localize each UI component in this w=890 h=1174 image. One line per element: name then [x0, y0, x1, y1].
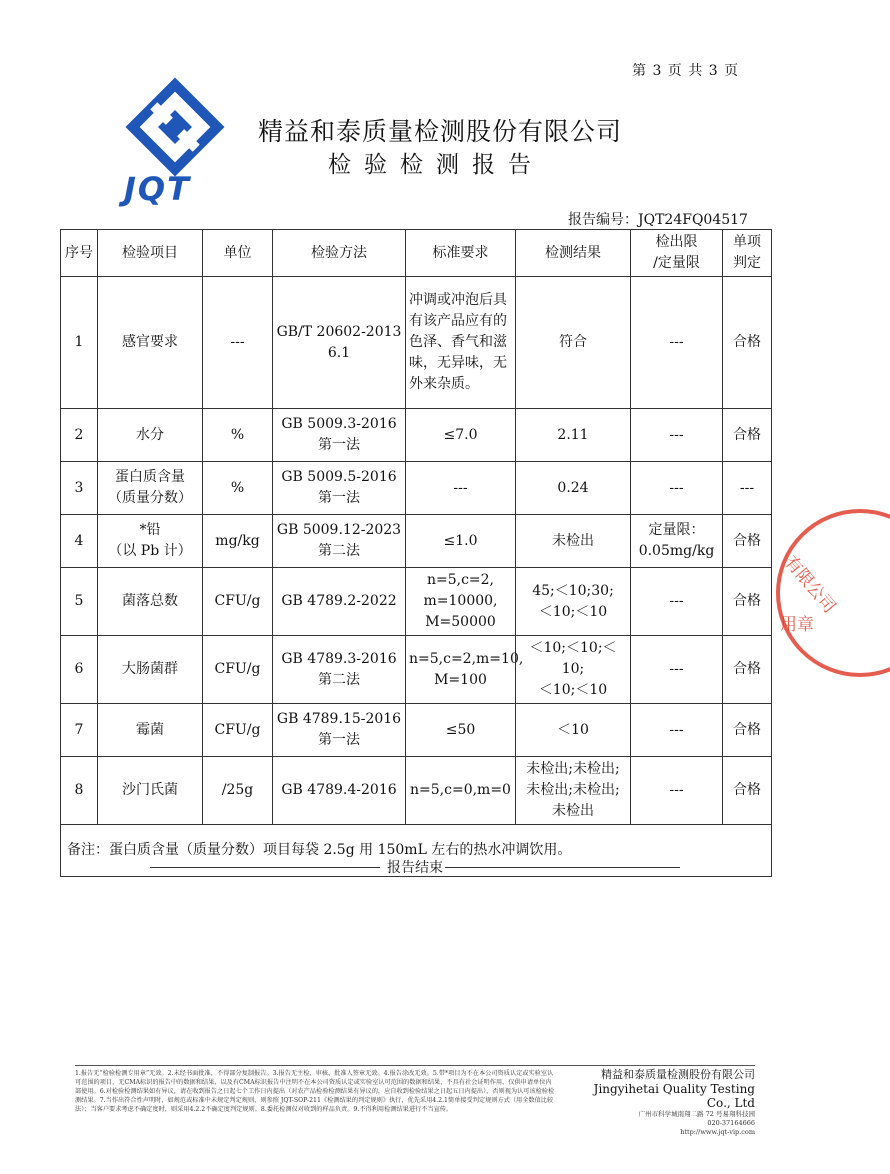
cell-col-method: GB 4789.4-2016: [273, 757, 406, 825]
cell-col-item: 霉菌: [98, 704, 203, 757]
table-row: [61, 636, 772, 704]
footer-notice: 1.报告无“检验检测专用章”无效。2.未经书面批准，不得部分复制报告。3.报告无主检、审核、批准人签章无效。4.报告涂改无效。5.带*项目为不在本公司资质认定或实验室认可范围的项目，无CMA标识的报告中的数据和结果，以及有CMA标识报告中注明不在本公司资质认定或实验室认可范围的数据和结果，不具有社会证明作用，仅供申请单位内部使用。6.对检验检测结果如有异议，请在收到报告之日起七个工作日内提出（对农产品检验检测结果有异议的，应自收到检验结果之日起五日内提出），否则视为认可该检验检测结果。7.当作出符合性声明时，如规范或标准中未规定判定规则，则参照 JQT-SOP-211《检测结果的判定规则》执行，优先采用4.2.1简单接受判定规则方式（用全数值比较法）；当客户要求考虑不确定度时，则采用4.2.2不确定度判定规则。8.委托检测仅对收到的样品负责。9.不得利用检测结果进行不当宣传。: [75, 1070, 555, 1113]
cell-col-result: ＜10;＜10;＜10; ＜10;＜10: [516, 636, 631, 704]
cell-col-method: GB 4789.15-2016 第一法: [273, 704, 406, 757]
company-name: 精益和泰质量检测股份有限公司: [258, 117, 623, 146]
header-col-limit: 检出限 /定量限: [631, 230, 723, 277]
cell-col-verdict: 合格: [723, 757, 772, 825]
cell-col-requirement: ≤1.0: [406, 515, 516, 568]
cell-col-index: 3: [61, 462, 98, 515]
red-seal-stamp: [770, 505, 890, 685]
cell-col-limit: ---: [631, 462, 723, 515]
table-row: [61, 757, 772, 825]
cell-col-verdict: 合格: [723, 515, 772, 568]
seal-text-1: 有限公司: [780, 552, 840, 618]
table-note: 备注：蛋白质含量（质量分数）项目每袋 2.5g 用 150mL 左右的热水冲调饮用。: [61, 825, 772, 877]
header-col-verdict: 单项 判定: [723, 230, 772, 277]
cell-col-method: GB 4789.3-2016 第二法: [273, 636, 406, 704]
cell-col-requirement: n=5,c=2, m=10000, M=50000: [406, 568, 516, 636]
results-table: [60, 229, 772, 877]
footer-company-block: [570, 1068, 755, 1137]
cell-col-item: *铅 （以 Pb 计）: [98, 515, 203, 568]
table-row: [61, 704, 772, 757]
cell-col-unit: ---: [203, 277, 273, 409]
cell-col-method: GB 5009.3-2016 第一法: [273, 409, 406, 462]
cell-col-unit: /25g: [203, 757, 273, 825]
cell-col-verdict: 合格: [723, 409, 772, 462]
header-col-item: 检验项目: [98, 230, 203, 277]
cell-col-index: 7: [61, 704, 98, 757]
cell-col-requirement: 冲调或冲泡后具有该产品应有的色泽、香气和滋味，无异味，无外来杂质。: [406, 277, 516, 409]
footer-company-cn: 精益和泰质量检测股份有限公司: [601, 1068, 755, 1081]
cell-col-limit: ---: [631, 636, 723, 704]
logo-text: JQT: [124, 170, 191, 208]
footer-address: 广州市科学城南翔二路 72 号易翔科技园: [638, 1110, 755, 1118]
cell-col-requirement: ≤7.0: [406, 409, 516, 462]
seal-text-2: 用章: [780, 615, 814, 635]
cell-col-result: 符合: [516, 277, 631, 409]
table-header-row: [61, 230, 772, 277]
table-row: [61, 568, 772, 636]
table-row: [61, 277, 772, 409]
cell-col-method: GB 4789.2-2022: [273, 568, 406, 636]
footer-website: http://www.jqt-vip.com: [680, 1128, 755, 1136]
cell-col-requirement: n=5,c=0,m=0: [406, 757, 516, 825]
cell-col-index: 4: [61, 515, 98, 568]
cell-col-unit: CFU/g: [203, 568, 273, 636]
cell-col-index: 5: [61, 568, 98, 636]
header-col-unit: 单位: [203, 230, 273, 277]
header-col-index: 序号: [61, 230, 98, 277]
cell-col-unit: %: [203, 409, 273, 462]
cell-col-index: 8: [61, 757, 98, 825]
cell-col-item: 水分: [98, 409, 203, 462]
table-row: [61, 409, 772, 462]
header-col-result: 检测结果: [516, 230, 631, 277]
report-end-text: 报告结束: [387, 860, 443, 876]
cell-col-limit: ---: [631, 757, 723, 825]
cell-col-method: GB 5009.5-2016 第一法: [273, 462, 406, 515]
cell-col-verdict: 合格: [723, 704, 772, 757]
table-row: [61, 515, 772, 568]
cell-col-verdict: 合格: [723, 568, 772, 636]
header-col-method: 检验方法: [273, 230, 406, 277]
cell-col-result: 2.11: [516, 409, 631, 462]
cell-col-item: 感官要求: [98, 277, 203, 409]
cell-col-requirement: ---: [406, 462, 516, 515]
table-row: [61, 462, 772, 515]
page-number: 第 3 页 共 3 页: [632, 63, 740, 79]
cell-col-limit: 定量限： 0.05mg/kg: [631, 515, 723, 568]
cell-col-index: 2: [61, 409, 98, 462]
report-end-line: [150, 857, 680, 877]
doc-title: 检验检测报告: [328, 152, 544, 178]
cell-col-requirement: ≤50: [406, 704, 516, 757]
cell-col-verdict: 合格: [723, 277, 772, 409]
cell-col-item: 沙门氏菌: [98, 757, 203, 825]
cell-col-unit: CFU/g: [203, 636, 273, 704]
header-col-requirement: 标准要求: [406, 230, 516, 277]
cell-col-requirement: n=5,c=2,m=10, M=100: [406, 636, 516, 704]
footer-phone: 020-37164666: [707, 1119, 755, 1127]
report-number: 报告编号：JQT24FQ04517: [568, 212, 748, 228]
cell-col-index: 6: [61, 636, 98, 704]
cell-col-item: 菌落总数: [98, 568, 203, 636]
cell-col-item: 大肠菌群: [98, 636, 203, 704]
cell-col-result: 0.24: [516, 462, 631, 515]
cell-col-result: 45;＜10;30; ＜10;＜10: [516, 568, 631, 636]
cell-col-method: GB 5009.12-2023 第二法: [273, 515, 406, 568]
cell-col-result: ＜10: [516, 704, 631, 757]
cell-col-index: 1: [61, 277, 98, 409]
footer-company-en: Jingyihetai Quality Testing Co., Ltd: [593, 1082, 755, 1110]
cell-col-method: GB/T 20602-2013 6.1: [273, 277, 406, 409]
cell-col-verdict: 合格: [723, 636, 772, 704]
cell-col-unit: CFU/g: [203, 704, 273, 757]
cell-col-verdict: ---: [723, 462, 772, 515]
cell-col-unit: mg/kg: [203, 515, 273, 568]
cell-col-limit: ---: [631, 409, 723, 462]
cell-col-unit: %: [203, 462, 273, 515]
cell-col-limit: ---: [631, 277, 723, 409]
cell-col-limit: ---: [631, 568, 723, 636]
footer-divider: [75, 1065, 755, 1066]
cell-col-item: 蛋白质含量 （质量分数）: [98, 462, 203, 515]
cell-col-limit: ---: [631, 704, 723, 757]
cell-col-result: 未检出;未检出; 未检出;未检出; 未检出: [516, 757, 631, 825]
cell-col-result: 未检出: [516, 515, 631, 568]
